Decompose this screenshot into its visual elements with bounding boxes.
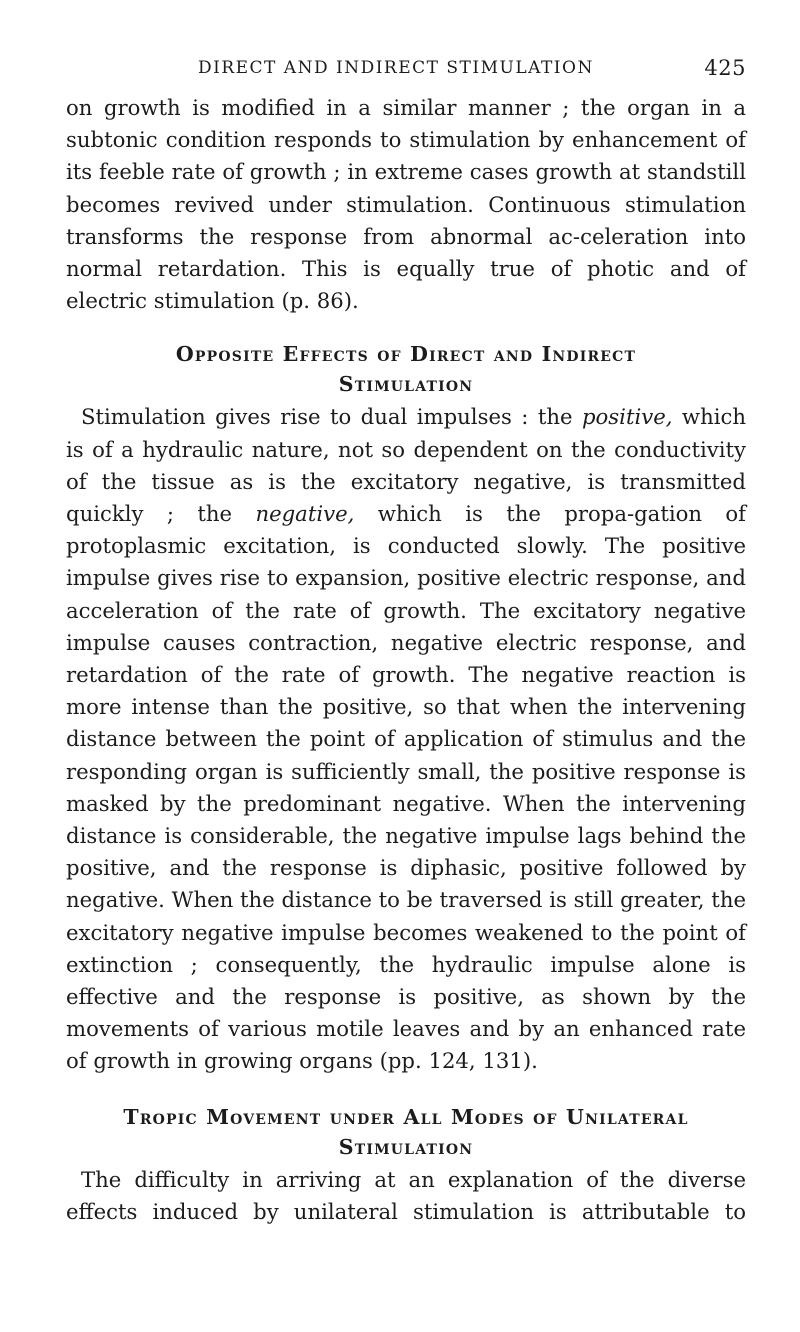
heading-line-1: Opposite Effects of Direct and Indirect (175, 342, 637, 367)
book-page (66, 58, 746, 1228)
heading-line-2: Stimulation (338, 372, 474, 397)
section-heading-tropic-movement (66, 1102, 746, 1162)
paragraph-text: which is the propa-gation of protoplasmic excitation, is conducted slowly. The positive impulse gives rise to expansion, positive electric response, and acceleration of the rate of growth. The excitatory negative impulse causes contraction, negative electric response, and retardation of the rate of growth. The negative reaction is more intense than the positive, so that when the intervening distance between the point of application of stimulus and the responding organ is sufficiently small, the positive response is masked by the predominant negative. When the intervening distance is considerable, the negative impulse lags behind the positive, and the response is diphasic, positive followed by negative. When the distance to be traversed is still greater, the excitatory negative impulse becomes weakened to the point of extinction ; consequently, the hydraulic impulse alone is effective and the response is positive, as shown by the movements of various motile leaves and by an enhanced rate of growth in growing organs (pp. 124, 131). (66, 501, 746, 1074)
heading-line-1: Tropic Movement under All Modes of Unilateral (123, 1104, 689, 1129)
italic-term-positive: positive, (581, 404, 673, 430)
section-heading-opposite-effects (66, 339, 746, 399)
paragraph-continued: on growth is modified in a similar manner ; the organ in a subtonic condition responds to stimulation by enhancement of its feeble rate of growth ; in extreme cases growth at standstill becomes revived under stimulation. Continuous stimulation transforms the response from abnormal ac-celeration into normal retardation. This is equally true of photic and of electric stimulation (p. 86). (66, 95, 746, 314)
paragraph-text: which is of a hydraulic nature, not so dependent on the conductivity of the tissue as is the excitatory negative, is transmitted quickly ; the (66, 404, 746, 527)
paragraph-dual-impulses (66, 401, 746, 1077)
running-title: DIRECT AND INDIRECT STIMULATION (198, 58, 594, 78)
italic-term-negative: negative, (255, 501, 355, 527)
paragraph-unilateral: The difficulty in arriving at an explanation of the diverse effects induced by unilateral stimulation is attributable to (66, 1166, 746, 1224)
heading-line-2: Stimulation (338, 1134, 474, 1159)
paragraph-text: Stimulation gives rise to dual impulses : the (81, 404, 582, 430)
running-head (66, 58, 746, 88)
page-number: 425 (704, 56, 746, 80)
